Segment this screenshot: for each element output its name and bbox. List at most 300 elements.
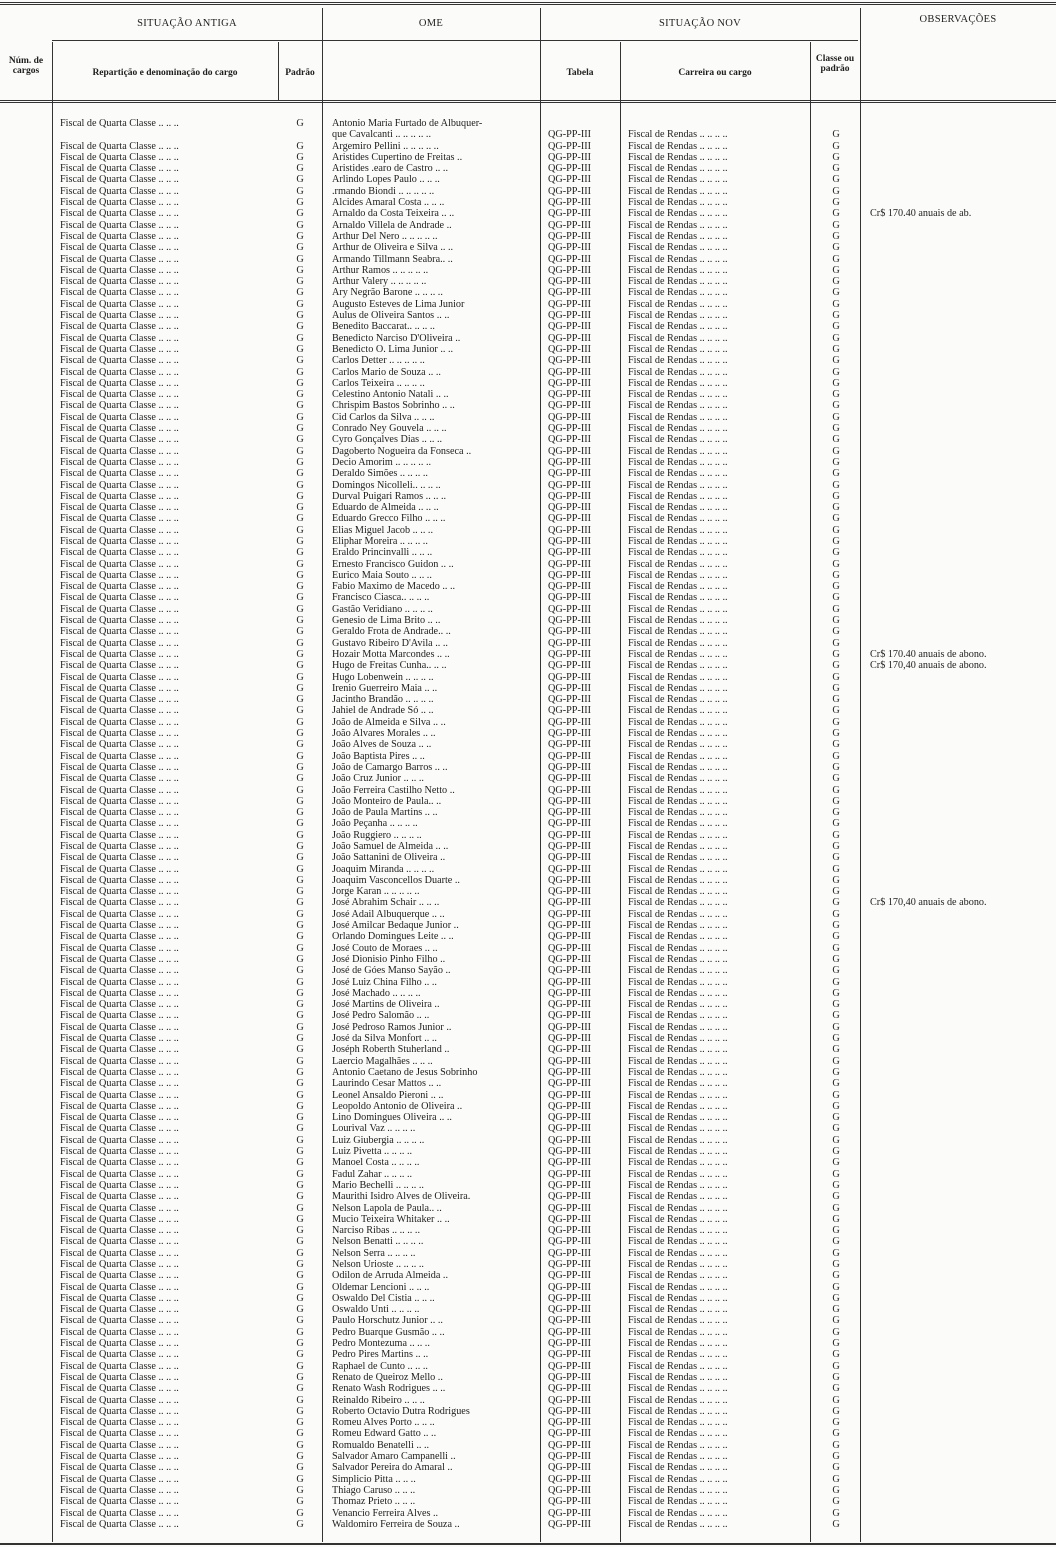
padrao-cell: G	[296, 716, 304, 728]
tabela-cell: QG-PP-III	[548, 1292, 592, 1304]
cargo-cell: Fiscal de Quarta Classe .. .. ..	[60, 987, 179, 999]
classe-cell: G	[832, 535, 840, 547]
carreira-cell: Fiscal de Rendas .. .. .. ..	[628, 1360, 728, 1372]
nome-cell: Arthur Ramos .. .. .. .. ..	[332, 264, 429, 276]
tabela-cell: QG-PP-III	[548, 1100, 592, 1112]
cargo-cell: Fiscal de Quarta Classe .. .. ..	[60, 1179, 179, 1191]
tabela-cell: QG-PP-III	[548, 716, 592, 728]
table-row	[0, 344, 1056, 355]
top-rule	[0, 2, 1056, 5]
classe-cell: G	[832, 185, 840, 197]
tabela-cell: QG-PP-III	[548, 434, 592, 446]
tabela-cell: QG-PP-III	[548, 999, 592, 1011]
tabela-cell: QG-PP-III	[548, 185, 592, 197]
tabela-cell: QG-PP-III	[548, 1247, 592, 1259]
classe-cell: G	[832, 502, 840, 514]
cargo-cell: Fiscal de Quarta Classe .. .. ..	[60, 1326, 179, 1338]
padrao-cell: G	[296, 1338, 304, 1350]
nome-cell: Arthur Valery .. .. .. .. ..	[332, 276, 427, 288]
padrao-cell: G	[296, 445, 304, 457]
table-row	[0, 1406, 1056, 1417]
carreira-cell: Fiscal de Rendas .. .. .. ..	[628, 1428, 728, 1440]
carreira-cell: Fiscal de Rendas .. .. .. ..	[628, 535, 728, 547]
classe-cell: G	[832, 705, 840, 717]
tabela-cell: QG-PP-III	[548, 920, 592, 932]
tabela-cell: QG-PP-III	[548, 1089, 592, 1101]
cargo-cell: Fiscal de Quarta Classe .. .. ..	[60, 874, 179, 886]
carreira-cell: Fiscal de Rendas .. .. .. ..	[628, 1168, 728, 1180]
tabela-cell: QG-PP-III	[548, 1439, 592, 1451]
nome-cell: Lourival Vaz .. .. .. ..	[332, 1123, 416, 1135]
classe-cell: G	[832, 852, 840, 864]
classe-cell: G	[832, 230, 840, 242]
tabela-cell: QG-PP-III	[548, 795, 592, 807]
tabela-cell: QG-PP-III	[548, 773, 592, 785]
carreira-cell: Fiscal de Rendas .. .. .. ..	[628, 1518, 728, 1530]
nome-cell: Armando Tillmann Seabra.. ..	[332, 253, 453, 265]
nome-cell: Cyro Gonçalves Dias .. .. ..	[332, 434, 443, 446]
classe-cell: G	[832, 1360, 840, 1372]
padrao-cell: G	[296, 1112, 304, 1124]
carreira-cell: Fiscal de Rendas .. .. .. ..	[628, 468, 728, 480]
cargo-cell: Fiscal de Quarta Classe .. .. ..	[60, 897, 179, 909]
table-row	[0, 1462, 1056, 1473]
cargo-cell: Fiscal de Quarta Classe .. .. ..	[60, 1473, 179, 1485]
tabela-cell: QG-PP-III	[548, 897, 592, 909]
table-row	[0, 1135, 1056, 1146]
table-row	[0, 1112, 1056, 1123]
table-row	[0, 197, 1056, 208]
cargo-cell: Fiscal de Quarta Classe .. .. ..	[60, 1304, 179, 1316]
carreira-cell: Fiscal de Rendas .. .. .. ..	[628, 841, 728, 852]
nome-cell: Pedro Buarque Gusmão .. ..	[332, 1326, 445, 1338]
classe-cell: G	[832, 1134, 840, 1146]
cargo-cell: Fiscal de Quarta Classe .. .. ..	[60, 174, 179, 186]
classe-cell: G	[832, 208, 840, 220]
padrao-cell: G	[296, 558, 304, 570]
padrao-cell: G	[296, 682, 304, 694]
cargo-cell: Fiscal de Quarta Classe .. .. ..	[60, 615, 179, 627]
carreira-cell: Fiscal de Rendas .. .. .. ..	[628, 863, 728, 875]
classe-cell: G	[832, 728, 840, 740]
carreira-cell: Fiscal de Rendas .. .. .. ..	[628, 343, 728, 355]
carreira-cell: Fiscal de Rendas .. .. .. ..	[628, 716, 728, 728]
padrao-cell: G	[296, 1089, 304, 1101]
table-row	[0, 1440, 1056, 1451]
tabela-cell: QG-PP-III	[548, 230, 592, 242]
padrao-cell: G	[296, 310, 304, 322]
nome-cell: João de Paula Martins .. ..	[332, 807, 438, 819]
table-row	[0, 1078, 1056, 1089]
cargo-cell: Fiscal de Quarta Classe .. .. ..	[60, 321, 179, 333]
tabela-cell: QG-PP-III	[548, 1507, 592, 1519]
cargo-cell: Fiscal de Quarta Classe .. .. ..	[60, 886, 179, 898]
table-row	[0, 367, 1056, 378]
classe-cell: G	[832, 1146, 840, 1158]
classe-cell: G	[832, 999, 840, 1011]
cargo-cell: Fiscal de Quarta Classe .. .. ..	[60, 547, 179, 559]
padrao-cell: G	[296, 987, 304, 999]
padrao-cell: G	[296, 434, 304, 446]
carreira-cell: Fiscal de Rendas .. .. .. ..	[628, 1371, 728, 1383]
padrao-cell: G	[296, 705, 304, 717]
cargo-cell: Fiscal de Quarta Classe .. .. ..	[60, 1010, 179, 1022]
cargo-cell: Fiscal de Quarta Classe .. .. ..	[60, 513, 179, 525]
carreira-cell: Fiscal de Rendas .. .. .. ..	[628, 694, 728, 706]
nome-cell: Salvador Amaro Campanelli ..	[332, 1451, 456, 1463]
nome-cell: Domingos Nicolleli.. .. .. ..	[332, 479, 441, 491]
table-row	[0, 1361, 1056, 1372]
padrao-cell: G	[296, 581, 304, 593]
classe-cell: G	[832, 1191, 840, 1203]
cargo-cell: Fiscal de Quarta Classe .. .. ..	[60, 400, 179, 412]
nome-cell: Oswaldo Del Cistia .. .. ..	[332, 1292, 435, 1304]
tabela-cell: QG-PP-III	[548, 287, 592, 299]
nome-cell: Benedicto Narciso D'Oliveira ..	[332, 332, 461, 344]
cargo-cell: Fiscal de Quarta Classe .. .. ..	[60, 366, 179, 378]
padrao-cell: G	[296, 1304, 304, 1316]
cargo-cell: Fiscal de Quarta Classe .. .. ..	[60, 163, 179, 175]
cargo-cell: Fiscal de Quarta Classe .. .. ..	[60, 761, 179, 773]
tabela-cell: QG-PP-III	[548, 558, 592, 570]
classe-cell: G	[832, 524, 840, 536]
cargo-cell: Fiscal de Quarta Classe .. .. ..	[60, 1349, 179, 1361]
tabela-cell: QG-PP-III	[548, 535, 592, 547]
carreira-cell: Fiscal de Rendas .. .. .. ..	[628, 942, 728, 954]
carreira-cell: Fiscal de Rendas .. .. .. ..	[628, 547, 728, 559]
carreira-cell: Fiscal de Rendas .. .. .. ..	[628, 389, 728, 401]
tabela-cell: QG-PP-III	[548, 321, 592, 333]
padrao-cell: G	[296, 151, 304, 163]
header-bottom-rule	[0, 100, 1056, 103]
classe-cell: G	[832, 343, 840, 355]
table-row	[0, 694, 1056, 705]
carreira-cell: Fiscal de Rendas .. .. .. ..	[628, 1033, 728, 1045]
carreira-cell: Fiscal de Rendas .. .. .. ..	[628, 1304, 728, 1316]
classe-cell: G	[832, 1338, 840, 1350]
carreira-cell: Fiscal de Rendas .. .. .. ..	[628, 253, 728, 265]
nome-cell: Aristides .earo de Castro .. ..	[332, 163, 448, 175]
cargo-cell: Fiscal de Quarta Classe .. .. ..	[60, 1066, 179, 1078]
classe-cell: G	[832, 1270, 840, 1282]
tabela-cell: QG-PP-III	[548, 1157, 592, 1169]
padrao-cell: G	[296, 886, 304, 898]
table-row	[0, 355, 1056, 366]
classe-cell: G	[832, 411, 840, 423]
carreira-cell: Fiscal de Rendas .. .. .. ..	[628, 1179, 728, 1191]
tabela-cell: QG-PP-III	[548, 1371, 592, 1383]
carreira-cell: Fiscal de Rendas .. .. .. ..	[628, 965, 728, 977]
padrao-cell: G	[296, 219, 304, 231]
carreira-cell: Fiscal de Rendas .. .. .. ..	[628, 1439, 728, 1451]
nome-cell: José Dionisio Pinho Filho ..	[332, 953, 446, 965]
cargo-cell: Fiscal de Quarta Classe .. .. ..	[60, 1338, 179, 1350]
nome-cell: João de Camargo Barros .. ..	[332, 761, 448, 773]
tabela-cell: QG-PP-III	[548, 332, 592, 344]
nome-cell: João Alvares Morales .. ..	[332, 728, 436, 740]
padrao-cell: G	[296, 1168, 304, 1180]
nome-cell: Augusto Esteves de Lima Junior	[332, 298, 465, 310]
padrao-cell: G	[296, 389, 304, 401]
cargo-cell: Fiscal de Quarta Classe .. .. ..	[60, 773, 179, 785]
tabela-cell: QG-PP-III	[548, 1055, 592, 1067]
tabela-cell: QG-PP-III	[548, 264, 592, 276]
table-row	[0, 1349, 1056, 1360]
tabela-cell: QG-PP-III	[548, 1168, 592, 1180]
table-row	[0, 897, 1056, 908]
padrao-cell: G	[296, 999, 304, 1011]
nome-cell: Hozair Motta Marcondes .. ..	[332, 648, 450, 660]
carreira-cell: Fiscal de Rendas .. .. .. ..	[628, 1383, 728, 1395]
cargo-cell: Fiscal de Quarta Classe .. .. ..	[60, 197, 179, 209]
table-row	[0, 1056, 1056, 1067]
padrao-cell: G	[296, 400, 304, 412]
table-row	[0, 830, 1056, 841]
classe-cell: G	[832, 547, 840, 559]
table-row	[0, 547, 1056, 558]
carreira-cell: Fiscal de Rendas .. .. .. ..	[628, 773, 728, 785]
padrao-cell: G	[296, 1507, 304, 1519]
tabela-cell: QG-PP-III	[548, 389, 592, 401]
tabela-cell: QG-PP-III	[548, 1123, 592, 1135]
tabela-cell: QG-PP-III	[548, 208, 592, 220]
carreira-cell: Fiscal de Rendas .. .. .. ..	[628, 953, 728, 965]
padrao-cell: G	[296, 1292, 304, 1304]
tabela-cell: QG-PP-III	[548, 456, 592, 468]
cargo-cell: Fiscal de Quarta Classe .. .. ..	[60, 1417, 179, 1429]
classe-cell: G	[832, 761, 840, 773]
carreira-cell: Fiscal de Rendas .. .. .. ..	[628, 592, 728, 604]
padrao-cell: G	[296, 660, 304, 672]
classe-cell: G	[832, 1439, 840, 1451]
padrao-cell: G	[296, 276, 304, 288]
tabela-cell: QG-PP-III	[548, 1360, 592, 1372]
tabela-cell: QG-PP-III	[548, 886, 592, 898]
padrao-cell: G	[296, 795, 304, 807]
cargo-cell: Fiscal de Quarta Classe .. .. ..	[60, 1021, 179, 1033]
nome-cell: Manoel Costa .. .. .. ..	[332, 1157, 420, 1169]
tabela-cell: QG-PP-III	[548, 513, 592, 525]
table-row	[0, 1259, 1056, 1270]
nome-cell: Fabio Maximo de Macedo .. ..	[332, 581, 456, 593]
cargo-cell: Fiscal de Quarta Classe .. .. ..	[60, 592, 179, 604]
bottom-rule	[0, 1543, 1056, 1545]
table-row	[0, 1282, 1056, 1293]
table-row	[0, 1123, 1056, 1134]
table-row	[0, 559, 1056, 570]
nome-cell: Geraldo Frota de Andrade.. ..	[332, 626, 451, 638]
table-row	[0, 683, 1056, 694]
nome-cell: João Baptista Pires .. ..	[332, 750, 425, 762]
table-row	[0, 660, 1056, 671]
padrao-cell: G	[296, 1451, 304, 1463]
cargo-cell: Fiscal de Quarta Classe .. .. ..	[60, 445, 179, 457]
classe-cell: G	[832, 829, 840, 841]
table-row	[0, 254, 1056, 265]
cargo-cell: Fiscal de Quarta Classe .. .. ..	[60, 1191, 179, 1203]
tabela-cell: QG-PP-III	[548, 1134, 592, 1146]
table-row	[0, 1372, 1056, 1383]
nome-cell: Maurithi Isidro Alves de Oliveira.	[332, 1191, 471, 1203]
tabela-cell: QG-PP-III	[548, 242, 592, 254]
classe-cell: G	[832, 1236, 840, 1248]
classe-cell: G	[832, 264, 840, 276]
table-row	[0, 423, 1056, 434]
tabela-cell: QG-PP-III	[548, 1225, 592, 1237]
cargo-cell: Fiscal de Quarta Classe .. .. ..	[60, 1394, 179, 1406]
carreira-cell: Fiscal de Rendas .. .. .. ..	[628, 1496, 728, 1508]
cargo-cell: Fiscal de Quarta Classe .. .. ..	[60, 1146, 179, 1158]
tabela-cell: QG-PP-III	[548, 637, 592, 649]
table-row	[0, 1067, 1056, 1078]
tabela-cell: QG-PP-III	[548, 377, 592, 389]
tabela-cell: QG-PP-III	[548, 1462, 592, 1474]
tabela-cell: QG-PP-III	[548, 852, 592, 864]
table-row	[0, 762, 1056, 773]
carreira-cell: Fiscal de Rendas .. .. .. ..	[628, 1417, 728, 1429]
nome-cell: José Luiz China Filho .. ..	[332, 976, 437, 988]
carreira-cell: Fiscal de Rendas .. .. .. ..	[628, 1044, 728, 1056]
classe-cell: G	[832, 129, 840, 141]
table-row	[0, 412, 1056, 423]
carreira-cell: Fiscal de Rendas .. .. .. ..	[628, 931, 728, 943]
classe-cell: G	[832, 1123, 840, 1135]
classe-cell: G	[832, 1112, 840, 1124]
classe-cell: G	[832, 174, 840, 186]
carreira-cell: Fiscal de Rendas .. .. .. ..	[628, 163, 728, 175]
padrao-cell: G	[296, 942, 304, 954]
table-row	[0, 615, 1056, 626]
table-row	[0, 1315, 1056, 1326]
tabela-cell: QG-PP-III	[548, 1428, 592, 1440]
carreira-cell: Fiscal de Rendas .. .. .. ..	[628, 423, 728, 435]
cargo-cell: Fiscal de Quarta Classe .. .. ..	[60, 479, 179, 491]
padrao-cell: G	[296, 343, 304, 355]
padrao-cell: G	[296, 253, 304, 265]
carreira-cell: Fiscal de Rendas .. .. .. ..	[628, 1326, 728, 1338]
nome-cell: Romeu Alves Porto .. .. ..	[332, 1417, 435, 1429]
header-situacao-nova: SITUAÇÃO NOV	[658, 18, 742, 29]
carreira-cell: Fiscal de Rendas .. .. .. ..	[628, 615, 728, 627]
table-row	[0, 400, 1056, 411]
tabela-cell: QG-PP-III	[548, 1202, 592, 1214]
classe-cell: G	[832, 400, 840, 412]
tabela-cell: QG-PP-III	[548, 1033, 592, 1045]
nome-cell: Arlindo Lopes Paulo .. .. ..	[332, 174, 440, 186]
table-row	[0, 276, 1056, 287]
padrao-cell: G	[296, 592, 304, 604]
classe-cell: G	[832, 1021, 840, 1033]
carreira-cell: Fiscal de Rendas .. .. .. ..	[628, 411, 728, 423]
table-row	[0, 299, 1056, 310]
table-row	[0, 231, 1056, 242]
classe-cell: G	[832, 1383, 840, 1395]
padrao-cell: G	[296, 976, 304, 988]
cargo-cell: Fiscal de Quarta Classe .. .. ..	[60, 1371, 179, 1383]
padrao-cell: G	[296, 197, 304, 209]
table-row	[0, 1496, 1056, 1507]
tabela-cell: QG-PP-III	[548, 276, 592, 288]
padrao-cell: G	[296, 694, 304, 706]
header-divider	[52, 40, 858, 41]
cargo-cell: Fiscal de Quarta Classe .. .. ..	[60, 287, 179, 299]
classe-cell: G	[832, 389, 840, 401]
padrao-cell: G	[296, 1179, 304, 1191]
classe-cell: G	[832, 468, 840, 480]
padrao-cell: G	[296, 953, 304, 965]
carreira-cell: Fiscal de Rendas .. .. .. ..	[628, 671, 728, 683]
tabela-cell: QG-PP-III	[548, 1484, 592, 1496]
nome-cell: Arnaldo da Costa Teixeira .. ..	[332, 208, 455, 220]
padrao-cell: G	[296, 569, 304, 581]
tabela-cell: QG-PP-III	[548, 807, 592, 819]
cargo-cell: Fiscal de Quarta Classe .. .. ..	[60, 637, 179, 649]
carreira-cell: Fiscal de Rendas .. .. .. ..	[628, 197, 728, 209]
table-row	[0, 1169, 1056, 1180]
cargo-cell: Fiscal de Quarta Classe .. .. ..	[60, 648, 179, 660]
classe-cell: G	[832, 976, 840, 988]
carreira-cell: Fiscal de Rendas .. .. .. ..	[628, 603, 728, 615]
nome-cell: Ernesto Francisco Guidon .. ..	[332, 558, 454, 570]
tabela-cell: QG-PP-III	[548, 761, 592, 773]
classe-cell: G	[832, 1394, 840, 1406]
carreira-cell: Fiscal de Rendas .. .. .. ..	[628, 321, 728, 333]
nome-cell: Eraldo Princinvalli .. .. ..	[332, 547, 433, 559]
classe-cell: G	[832, 479, 840, 491]
padrao-cell: G	[296, 1033, 304, 1045]
cargo-cell: Fiscal de Quarta Classe .. .. ..	[60, 230, 179, 242]
table-row	[0, 536, 1056, 547]
carreira-cell: Fiscal de Rendas .. .. .. ..	[628, 920, 728, 932]
cargo-cell: Fiscal de Quarta Classe .. .. ..	[60, 1270, 179, 1282]
table-row	[0, 118, 1056, 129]
classe-cell: G	[832, 920, 840, 932]
carreira-cell: Fiscal de Rendas .. .. .. ..	[628, 1146, 728, 1158]
padrao-cell: G	[296, 965, 304, 977]
classe-cell: G	[832, 739, 840, 751]
cargo-cell: Fiscal de Quarta Classe .. .. ..	[60, 242, 179, 254]
table-row	[0, 581, 1056, 592]
nome-cell: Nelson Benatti .. .. .. ..	[332, 1236, 424, 1248]
table-row	[0, 163, 1056, 174]
classe-cell: G	[832, 818, 840, 830]
classe-cell: G	[832, 287, 840, 299]
carreira-cell: Fiscal de Rendas .. .. .. ..	[628, 174, 728, 186]
table-row	[0, 649, 1056, 660]
table-row	[0, 141, 1056, 152]
nome-cell: Lino Domingues Oliveira .. ..	[332, 1112, 452, 1124]
classe-cell: G	[832, 1405, 840, 1417]
cargo-cell: Fiscal de Quarta Classe .. .. ..	[60, 276, 179, 288]
classe-cell: G	[832, 197, 840, 209]
table-row	[0, 525, 1056, 536]
nome-cell: Laercio Magalhães .. .. ..	[332, 1055, 433, 1067]
classe-cell: G	[832, 445, 840, 457]
tabela-cell: QG-PP-III	[548, 1044, 592, 1056]
carreira-cell: Fiscal de Rendas .. .. .. ..	[628, 445, 728, 457]
table-row	[0, 705, 1056, 716]
cargo-cell: Fiscal de Quarta Classe .. .. ..	[60, 558, 179, 570]
table-row	[0, 807, 1056, 818]
classe-cell: G	[832, 965, 840, 977]
table-row	[0, 1022, 1056, 1033]
cargo-cell: Fiscal de Quarta Classe .. .. ..	[60, 1496, 179, 1508]
cargo-cell: Fiscal de Quarta Classe .. .. ..	[60, 502, 179, 514]
tabela-cell: QG-PP-III	[548, 479, 592, 491]
padrao-cell: G	[296, 603, 304, 615]
cargo-cell: Fiscal de Quarta Classe .. .. ..	[60, 795, 179, 807]
table-row	[0, 604, 1056, 615]
